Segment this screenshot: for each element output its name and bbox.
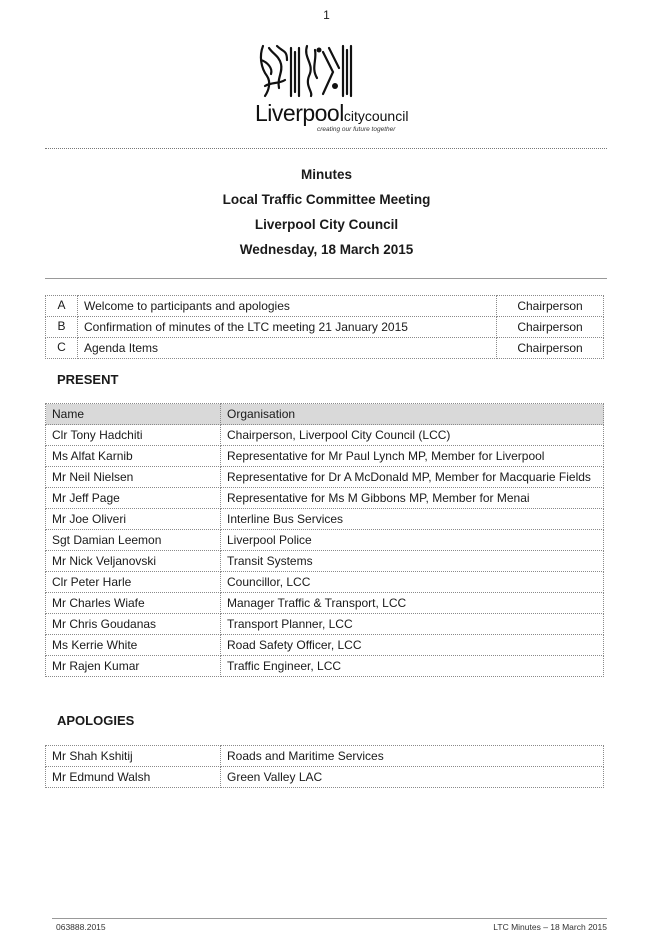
table-row [46, 551, 604, 572]
attendee-organisation: Representative for Ms M Gibbons MP, Member for Menai [221, 488, 604, 509]
attendee-organisation: Manager Traffic & Transport, LCC [221, 593, 604, 614]
agenda-table [45, 295, 604, 359]
apologies-table [45, 745, 604, 788]
table-row [46, 338, 604, 359]
agenda-item-responsible: Chairperson [497, 317, 604, 338]
table-header-row [46, 404, 604, 425]
agenda-item-responsible: Chairperson [497, 338, 604, 359]
column-header-name: Name [46, 404, 221, 425]
footer-document-number: 063888.2015 [56, 922, 106, 932]
present-table [45, 403, 604, 677]
present-heading: PRESENT [57, 372, 119, 387]
attendee-name: Ms Alfat Karnib [46, 446, 221, 467]
table-row [46, 746, 604, 767]
attendee-organisation: Transit Systems [221, 551, 604, 572]
title-council: Liverpool City Council [254, 217, 399, 232]
agenda-item-letter: C [46, 338, 78, 359]
table-row [46, 317, 604, 338]
title-minutes: Minutes [300, 167, 352, 182]
attendee-organisation: Interline Bus Services [221, 509, 604, 530]
table-row [46, 488, 604, 509]
attendee-organisation: Chairperson, Liverpool City Council (LCC) [221, 425, 604, 446]
table-row [46, 467, 604, 488]
agenda-item-description: Agenda Items [78, 338, 497, 359]
table-row [46, 446, 604, 467]
table-row [46, 530, 604, 551]
apology-organisation: Roads and Maritime Services [221, 746, 604, 767]
attendee-name: Sgt Damian Leemon [46, 530, 221, 551]
footer-divider [52, 918, 607, 919]
attendee-organisation: Representative for Dr A McDonald MP, Member for Macquarie Fields [221, 467, 604, 488]
attendee-name: Mr Neil Nielsen [46, 467, 221, 488]
attendee-organisation: Councillor, LCC [221, 572, 604, 593]
table-row [46, 425, 604, 446]
attendee-organisation: Traffic Engineer, LCC [221, 656, 604, 677]
attendee-name: Mr Nick Veljanovski [46, 551, 221, 572]
attendee-name: Ms Kerrie White [46, 635, 221, 656]
footer-document-title: LTC Minutes – 18 March 2015 [493, 922, 607, 932]
apology-organisation: Green Valley LAC [221, 767, 604, 788]
agenda-item-letter: A [46, 296, 78, 317]
attendee-organisation: Transport Planner, LCC [221, 614, 604, 635]
attendee-name: Clr Peter Harle [46, 572, 221, 593]
header-divider [45, 148, 607, 149]
attendee-name: Mr Rajen Kumar [46, 656, 221, 677]
apology-name: Mr Edmund Walsh [46, 767, 221, 788]
attendee-organisation: Representative for Mr Paul Lynch MP, Member for Liverpool [221, 446, 604, 467]
table-row [46, 296, 604, 317]
agenda-item-letter: B [46, 317, 78, 338]
council-logo [255, 42, 415, 134]
attendee-name: Clr Tony Hadchiti [46, 425, 221, 446]
attendee-name: Mr Jeff Page [46, 488, 221, 509]
logo-emblem-icon [257, 42, 357, 98]
apology-name: Mr Shah Kshitij [46, 746, 221, 767]
attendee-name: Mr Chris Goudanas [46, 614, 221, 635]
page-number: 1 [323, 8, 330, 22]
column-header-organisation: Organisation [221, 404, 604, 425]
table-row [46, 767, 604, 788]
table-row [46, 614, 604, 635]
table-row [46, 509, 604, 530]
table-row [46, 593, 604, 614]
apologies-heading: APOLOGIES [57, 713, 135, 728]
attendee-name: Mr Joe Oliveri [46, 509, 221, 530]
attendee-name: Mr Charles Wiafe [46, 593, 221, 614]
logo-wordmark: Liverpoolcitycouncil [255, 100, 409, 126]
document-titles [0, 162, 653, 262]
title-date: Wednesday, 18 March 2015 [239, 242, 414, 257]
attendee-organisation: Liverpool Police [221, 530, 604, 551]
agenda-item-description: Confirmation of minutes of the LTC meeting 21 January 2015 [78, 317, 497, 338]
table-row [46, 656, 604, 677]
title-meeting: Local Traffic Committee Meeting [222, 192, 431, 207]
table-row [46, 635, 604, 656]
attendee-organisation: Road Safety Officer, LCC [221, 635, 604, 656]
agenda-item-description: Welcome to participants and apologies [78, 296, 497, 317]
logo-tagline: creating our future together [317, 126, 396, 133]
titles-divider [45, 278, 607, 279]
table-row [46, 572, 604, 593]
agenda-item-responsible: Chairperson [497, 296, 604, 317]
